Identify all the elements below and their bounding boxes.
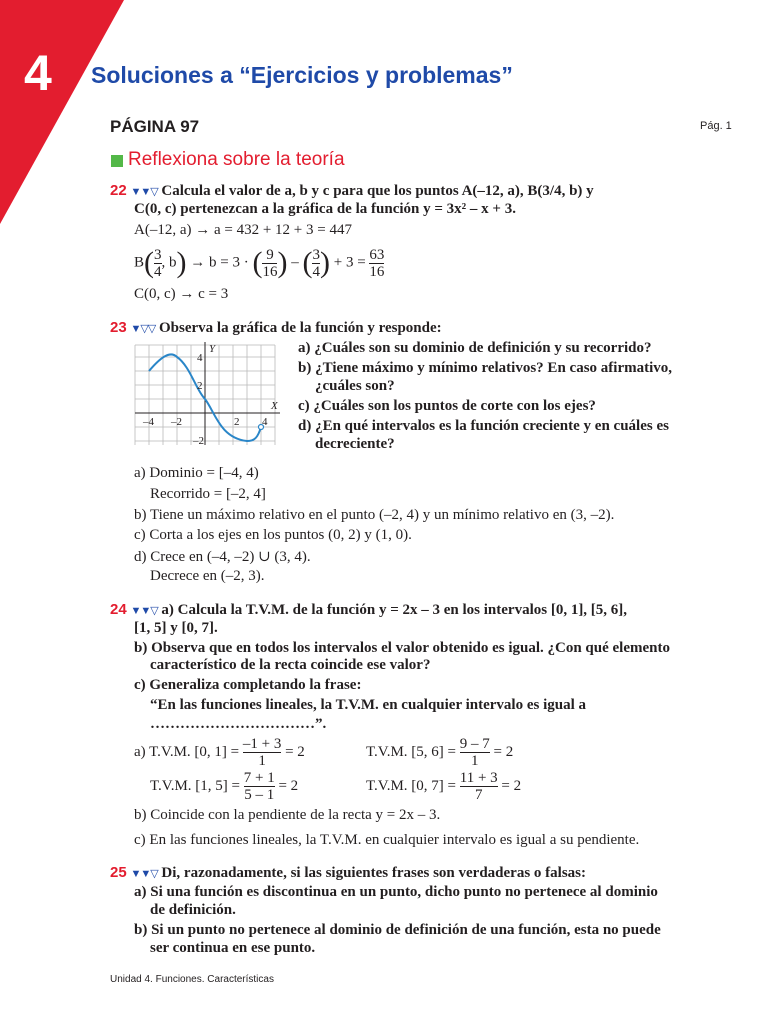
tick-x: –4: [143, 416, 154, 428]
exercise-22-statement-line2: [134, 201, 516, 218]
arrow-text: → b = 3 ·: [190, 254, 249, 271]
denominator: 4: [312, 263, 320, 280]
exercise-number: 25: [110, 864, 127, 881]
fraction: [312, 247, 320, 280]
page-footer: Unidad 4. Funciones. Características: [110, 974, 274, 985]
paren-close: ): [277, 246, 288, 279]
numerator: 9 – 7: [459, 736, 490, 752]
point-label: B: [134, 254, 145, 271]
exercise-25-q-b: b) Si un punto no pertenece al dominio de definición de una función, esta no puede: [134, 922, 661, 938]
tvm-label: a) T.V.M. [0, 1] =: [134, 743, 240, 760]
paren-close: ): [319, 246, 330, 279]
statement-text: a) Calcula la T.V.M. de la función y = 2x – 3 en los intervalos [0, 1], [5, 6],: [161, 602, 628, 618]
var-text: , b: [161, 254, 177, 271]
tvm-label: T.V.M. [5, 6] =: [366, 743, 456, 760]
exercise-23-answer: a) Dominio = [–4, 4): [134, 465, 259, 481]
fraction: [262, 247, 277, 280]
denominator: 16: [369, 263, 385, 280]
section-heading: Reflexiona sobre la teoría: [128, 149, 345, 170]
exercise-24-q-b2: característico de la recta coincide ese valor?: [150, 657, 431, 673]
exercise-23-statement: [110, 319, 442, 337]
exercise-23-answer: Recorrido = [–2, 4]: [150, 486, 266, 502]
exercise-25-q-a2: de definición.: [150, 902, 236, 918]
fraction: [244, 770, 275, 803]
exercise-22-statement: [110, 182, 594, 200]
exercise-number: 22: [110, 182, 127, 199]
exercise-24-q-a2: [1, 5] y [0, 7].: [134, 620, 218, 636]
exercise-22-answer-a: A(–12, a) → a = 432 + 12 + 3 = 447: [134, 222, 352, 238]
denominator: 1: [243, 752, 281, 769]
paren-open: (: [252, 246, 263, 279]
fraction: [369, 247, 384, 280]
exercise-24-answer-c: c) En las funciones lineales, la T.V.M. en cualquier intervalo es igual a su pendiente.: [134, 832, 640, 848]
tvm-result: = 2: [285, 743, 305, 760]
exercise-23-answer: Decrece en (–2, 3).: [150, 568, 265, 584]
exercise-24-q-c2: “En las funciones lineales, la T.V.M. en cualquier intervalo es igual a: [150, 697, 587, 713]
exercise-22-answer-c: C(0, c) → c = 3: [134, 286, 229, 302]
exercise-23-answer: d) Crece en (–4, –2) ∪ (3, 4).: [134, 549, 311, 565]
page-number: Pág. 1: [700, 120, 732, 132]
tick-y: –2: [193, 435, 204, 447]
tvm-row-1b: [366, 736, 513, 769]
exercise-23-q-b: b) ¿Tiene máximo y mínimo relativos? En caso afirmativo,: [298, 360, 673, 376]
statement-text: Di, razonadamente, si las siguientes frases son verdaderas o falsas:: [161, 865, 586, 881]
paren-close: ): [176, 246, 187, 279]
denominator: 5 – 1: [244, 787, 275, 803]
chapter-number: 4: [24, 45, 52, 101]
difficulty-icon: ▼▽▽: [130, 323, 156, 335]
exercise-24-q-c: c) Generaliza completando la frase:: [134, 677, 362, 693]
tvm-label: T.V.M. [1, 5] =: [150, 777, 240, 794]
section-square-icon: [111, 155, 123, 167]
tvm-row-1a: [134, 736, 305, 769]
tick-y: 4: [197, 352, 203, 364]
exercise-23-q-a: a) ¿Cuáles son su dominio de definición y su recorrido?: [298, 340, 652, 356]
tvm-result: = 2: [493, 743, 514, 760]
exercise-22-answer-b: [134, 246, 384, 280]
minus-sign: –: [291, 254, 299, 271]
denominator: 7: [460, 786, 498, 803]
tick-x: –2: [171, 416, 182, 428]
x-axis-label: X: [271, 400, 278, 412]
numerator: 3: [312, 246, 320, 263]
numerator: 63: [369, 246, 385, 263]
exercise-24-answer-b: b) Coincide con la pendiente de la recta y = 2x – 3.: [134, 807, 441, 823]
tvm-result: = 2: [278, 777, 299, 794]
paren-open: (: [144, 246, 155, 279]
exercise-number: 24: [110, 601, 127, 618]
fraction: [460, 736, 490, 769]
fraction: [154, 247, 162, 280]
tvm-label: T.V.M. [0, 7] =: [366, 777, 456, 794]
exercise-23-q-b2: ¿cuáles son?: [315, 378, 395, 394]
statement-text: Observa la gráfica de la función y responde:: [159, 320, 442, 336]
exercise-23-q-c: c) ¿Cuáles son los puntos de corte con los ejes?: [298, 398, 596, 414]
exercise-number: 23: [110, 319, 127, 336]
denominator: 4: [154, 263, 162, 280]
exercise-23-answer: b) Tiene un máximo relativo en el punto (–2, 4) y un mínimo relativo en (3, –2).: [134, 507, 615, 523]
fraction: [243, 736, 281, 769]
exercise-24-statement: [110, 601, 627, 619]
difficulty-icon: ▼▼▽: [130, 186, 158, 198]
tvm-row-2b: [366, 770, 521, 803]
plus-text: + 3 =: [333, 254, 366, 271]
numerator: –1 + 3: [242, 736, 282, 752]
numerator: 7 + 1: [243, 770, 275, 786]
fraction: [460, 770, 498, 803]
difficulty-icon: ▼▼▽: [130, 868, 158, 880]
page-title: Soluciones a “Ejercicios y problemas”: [91, 62, 513, 88]
exercise-23-answer: c) Corta a los ejes en los puntos (0, 2) y (1, 0).: [134, 527, 412, 543]
exercise-24-q-b: b) Observa que en todos los intervalos el valor obtenido es igual. ¿Con qué elemento: [134, 640, 670, 656]
denominator: 1: [460, 752, 490, 769]
paren-open: (: [302, 246, 313, 279]
exercise-24-q-c3: ……………………………”.: [150, 716, 327, 732]
difficulty-icon: ▼▼▽: [130, 605, 158, 617]
function-graph: [130, 340, 290, 450]
tvm-row-2a: [150, 770, 298, 803]
page-label: PÁGINA 97: [110, 117, 200, 136]
exercise-25-statement: [110, 864, 586, 882]
statement-text: Calcula el valor de a, b y c para que los puntos A(–12, a), B(3/4, b) y: [161, 183, 594, 199]
numerator: 11 + 3: [459, 770, 498, 786]
numerator: 3: [154, 246, 162, 263]
denominator: 16: [262, 263, 278, 280]
exercise-25-q-a: a) Si una función es discontinua en un punto, dicho punto no pertenece al dominio: [134, 884, 658, 900]
tick-x: 4: [262, 416, 268, 428]
exercise-25-q-b2: ser continua en ese punto.: [150, 940, 316, 956]
exercise-23-q-d2: decreciente?: [315, 436, 395, 452]
tick-y: 2: [197, 380, 203, 392]
numerator: 9: [266, 246, 274, 263]
y-axis-label: Y: [209, 343, 216, 355]
exercise-23-q-d: d) ¿En qué intervalos es la función creciente y en cuáles es: [298, 418, 669, 434]
statement-text: C(0, c) pertenezcan a la gráfica de la función y = 3x² – x + 3.: [134, 201, 516, 217]
tick-x: 2: [234, 416, 240, 428]
tvm-result: = 2: [501, 777, 522, 794]
